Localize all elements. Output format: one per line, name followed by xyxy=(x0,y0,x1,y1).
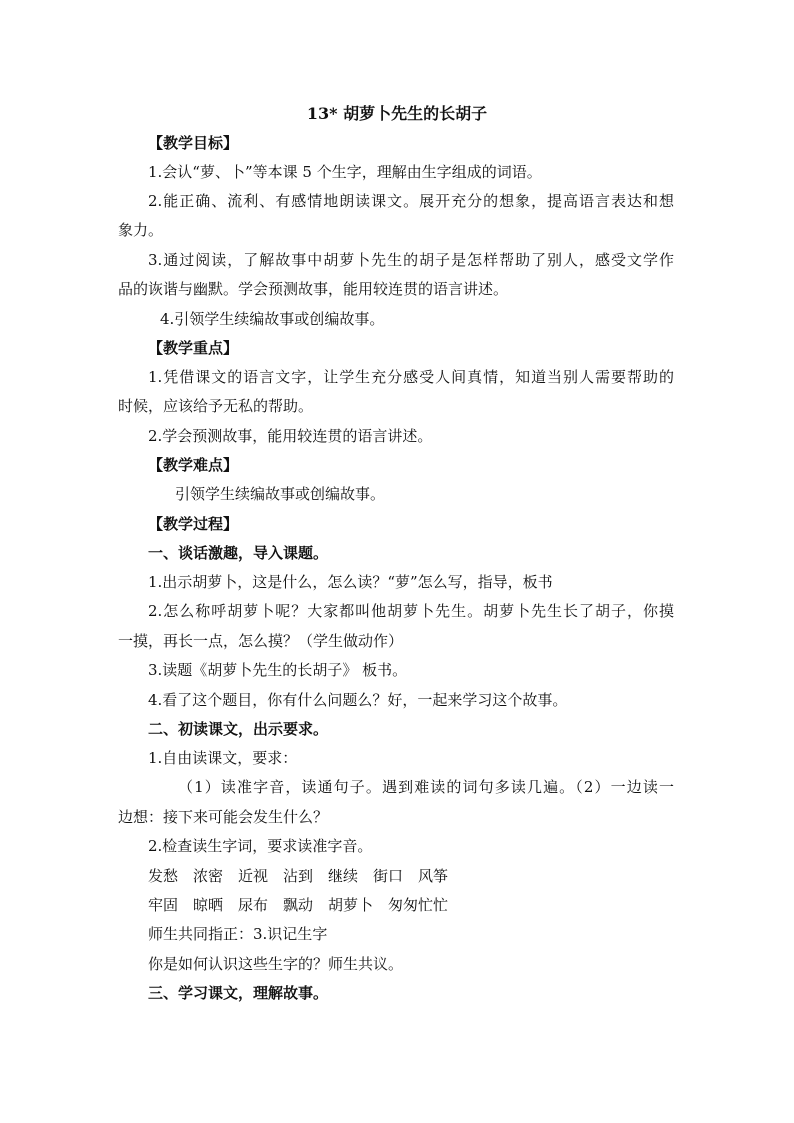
paragraph-line: 边想：接下来可能会发生什么？ xyxy=(118,808,329,826)
paragraph-line: 一摸，再长一点，怎么摸？（学生做动作） xyxy=(118,632,404,650)
paragraph-line: 2.学会预测故事，能用较连贯的语言讲述。 xyxy=(148,427,433,445)
heading-key-points: 【教学重点】 xyxy=(148,339,239,357)
paragraph-line: （1）读准字音，读通句子。遇到难读的词句多读几遍。（2）一边读一 xyxy=(178,778,674,796)
vocabulary-row: 牢固 晾晒 尿布 飘动 胡萝卜 匆匆忙忙 xyxy=(148,896,449,914)
paragraph-line: 2.怎么称呼胡萝卜呢？大家都叫他胡萝卜先生。胡萝卜先生长了胡子，你摸 xyxy=(148,602,674,620)
paragraph-line: 2.能正确、流利、有感情地朗读课文。展开充分的想象，提高语言表达和想 xyxy=(148,192,674,210)
paragraph-line: 4.引领学生续编故事或创编故事。 xyxy=(160,310,385,328)
paragraph-line: 4.看了这个题目，你有什么问题么？好，一起来学习这个故事。 xyxy=(148,691,568,709)
section-heading: 二、初读课文，出示要求。 xyxy=(148,720,329,738)
paragraph-line: 时候，应该给予无私的帮助。 xyxy=(118,397,314,415)
vocabulary-row: 发愁 浓密 近视 沾到 继续 街口 风筝 xyxy=(148,867,449,885)
paragraph-line: 1.会认“萝、卜”等本课 5 个生字，理解由生字组成的词语。 xyxy=(148,163,542,181)
paragraph-line: 1.出示胡萝卜，这是什么，怎么读？“萝”怎么写，指导，板书 xyxy=(148,573,553,591)
section-heading: 一、谈话激趣，导入课题。 xyxy=(148,544,329,562)
paragraph-line: 你是如何认识这些生字的？师生共议。 xyxy=(148,955,404,973)
paragraph-line: 1.凭借课文的语言文字，让学生充分感受人间真情，知道当别人需要帮助的 xyxy=(148,368,674,386)
paragraph-line: 师生共同指正：3.识记生字 xyxy=(148,925,328,943)
paragraph-line: 3.读题《胡萝卜先生的长胡子》 板书。 xyxy=(148,661,408,679)
paragraph-line: 2.检查读生字词，要求读准字音。 xyxy=(148,837,373,855)
heading-difficulties: 【教学难点】 xyxy=(148,456,239,474)
paragraph-line: 3.通过阅读，了解故事中胡萝卜先生的胡子是怎样帮助了别人，感受文学作 xyxy=(148,251,674,269)
section-heading: 三、学习课文，理解故事。 xyxy=(148,984,329,1002)
paragraph-line: 1.自由读课文，要求： xyxy=(148,749,298,767)
document-title: 13* 胡萝卜先生的长胡子 xyxy=(306,104,488,123)
paragraph-line: 品的诙谐与幽默。学会预测故事，能用较连贯的语言讲述。 xyxy=(118,280,509,298)
paragraph-line: 象力。 xyxy=(118,221,164,239)
heading-process: 【教学过程】 xyxy=(148,515,239,533)
paragraph-line: 引领学生续编故事或创编故事。 xyxy=(175,485,386,503)
heading-objectives: 【教学目标】 xyxy=(148,134,239,152)
